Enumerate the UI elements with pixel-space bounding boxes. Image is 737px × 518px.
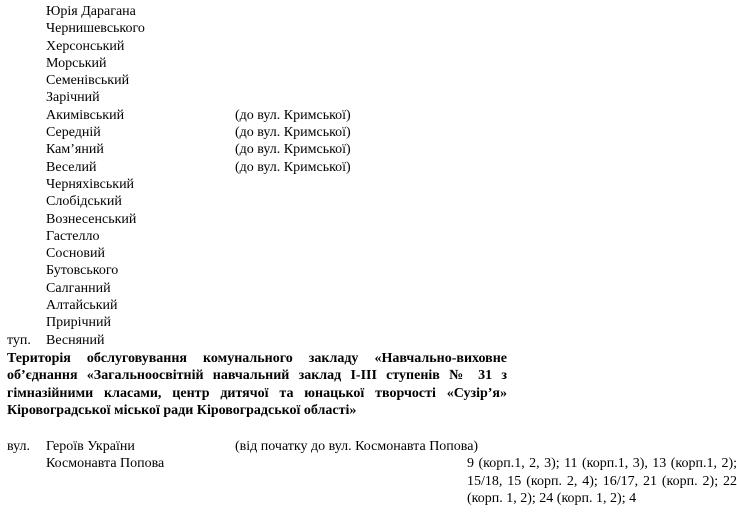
street-list bbox=[0, 3, 515, 349]
list-item bbox=[0, 245, 515, 262]
street-name: Середній bbox=[46, 125, 101, 141]
street-name: Сосновий bbox=[46, 246, 105, 262]
street-name: Зарічний bbox=[46, 90, 100, 106]
street-name: Чернишевського bbox=[46, 21, 145, 37]
street-name: Юрія Дарагана bbox=[46, 4, 136, 19]
list-item bbox=[0, 72, 515, 89]
street-note: (до вул. Кримської) bbox=[235, 142, 351, 158]
street-name: Морський bbox=[46, 55, 107, 71]
street-name: Космонавта Попова bbox=[46, 456, 165, 472]
street-note: (до вул. Кримської) bbox=[235, 107, 351, 123]
street-name: Вознесенський bbox=[46, 211, 137, 227]
house-numbers: 9 (корп.1, 2, 3); 11 (корп.1, 3), 13 (корп.1, 2); 15/18, 15 (корп. 2, 4); 16/17, 21 (корп. 2); 22 (корп. 1, 2); 24 (корп. 1, 2); 4 bbox=[467, 456, 737, 506]
list-item bbox=[0, 141, 515, 158]
list-item bbox=[0, 89, 515, 106]
list-item bbox=[0, 314, 515, 331]
list-item bbox=[0, 438, 515, 455]
list-item bbox=[0, 211, 515, 228]
street-name: Веселий bbox=[46, 159, 97, 175]
street-prefix: вул. bbox=[7, 439, 31, 454]
list-item bbox=[0, 193, 515, 210]
list-item bbox=[0, 297, 515, 314]
list-item bbox=[0, 280, 515, 297]
list-item bbox=[0, 124, 515, 141]
street-prefix: туп. bbox=[7, 332, 31, 348]
street-name: Гастелло bbox=[46, 228, 100, 244]
list-item bbox=[0, 55, 515, 72]
street-note: (до вул. Кримської) bbox=[235, 125, 351, 141]
street-name: Кам’яний bbox=[46, 142, 104, 158]
list-item bbox=[0, 176, 515, 193]
address-list bbox=[0, 438, 737, 507]
list-item bbox=[0, 455, 737, 507]
street-name: Героїв України bbox=[46, 439, 135, 454]
list-item bbox=[0, 262, 515, 279]
street-name: Акимівський bbox=[46, 107, 125, 123]
section-heading: Територія обслуговування комунального закладу «Навчально-виховне об’єднання «Загальноосвітній навчальний заклад І-ІІІ ступенів № 31 з гімназійними класами, центр дитячої та юнацької творчості «Сузір’я» Кіровоградської міської ради Кіровоградської області» bbox=[7, 351, 507, 418]
street-name: Бутовського bbox=[46, 263, 119, 279]
street-name: Салганний bbox=[46, 280, 111, 296]
street-name: Черняхівський bbox=[46, 176, 135, 192]
list-item bbox=[0, 3, 515, 20]
street-name: Херсонський bbox=[46, 38, 125, 54]
street-note: (від початку до вул. Космонавта Попова) bbox=[235, 439, 479, 454]
street-name: Семенівський bbox=[46, 73, 130, 89]
list-item bbox=[0, 332, 515, 349]
street-name: Весняний bbox=[46, 332, 105, 348]
list-item bbox=[0, 20, 515, 37]
list-item bbox=[0, 38, 515, 55]
list-item bbox=[0, 228, 515, 245]
street-name: Прирічний bbox=[46, 315, 112, 331]
street-name: Алтайський bbox=[46, 298, 118, 314]
list-item bbox=[0, 107, 515, 124]
street-name: Слобідський bbox=[46, 194, 122, 210]
street-note: (до вул. Кримської) bbox=[235, 159, 351, 175]
list-item bbox=[0, 159, 515, 176]
